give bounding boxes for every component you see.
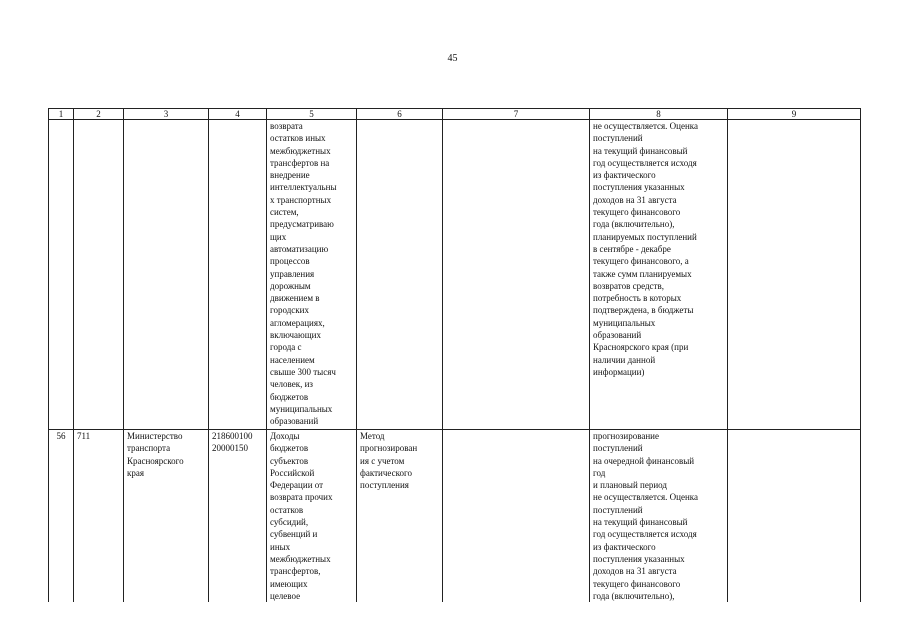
cell-kbk-code: 218600100 20000150 (209, 430, 267, 603)
cell-method: Метод прогнозирован ия с учетом фактического поступления (357, 430, 443, 603)
cell-kbk-code (209, 120, 267, 430)
table-header-row (49, 109, 861, 120)
column-header-3: 3 (124, 109, 209, 120)
column-header-5: 5 (267, 109, 357, 120)
cell-notes (728, 430, 861, 603)
income-forecast-table (48, 108, 861, 602)
column-header-7: 7 (443, 109, 590, 120)
column-header-1: 1 (49, 109, 74, 120)
table-row (49, 430, 861, 603)
cell-row-number: 56 (49, 430, 74, 603)
cell-admin-code (74, 120, 124, 430)
cell-administrator-name (124, 120, 209, 430)
column-header-8: 8 (590, 109, 728, 120)
cell-income-name: Доходы бюджетов субъектов Российской Федерации от возврата прочих остатков субсидий, субвенций и иных межбюджетных трансфертов, имеющих целевое (267, 430, 357, 603)
column-header-4: 4 (209, 109, 267, 120)
page-number: 45 (447, 53, 458, 64)
cell-row-number (49, 120, 74, 430)
cell-admin-code: 711 (74, 430, 124, 603)
cell-formula (443, 430, 590, 603)
cell-formula (443, 120, 590, 430)
column-header-9: 9 (728, 109, 861, 120)
cell-method (357, 120, 443, 430)
cell-notes (728, 120, 861, 430)
cell-administrator-name: Министерство транспорта Красноярского края (124, 430, 209, 603)
cell-algorithm: прогнозирование поступлений на очередной финансовый год и плановый период не осуществляется. Оценка поступлений на текущий финансовый год осуществляется исходя из фактического поступления указанных доходов на 31 августа текущего финансового года (включительно), (590, 430, 728, 603)
cell-algorithm: не осуществляется. Оценка поступлений на текущий финансовый год осуществляется исходя из фактического поступления указанных доходов на 31 августа текущего финансового года (включительно), планируемых поступлений в сентябре - декабре текущего финансового, а также сумм планируемых возвратов средств, потребность в которых подтверждена, в бюджеты муниципальных образований Красноярского края (при наличии данной информации) (590, 120, 728, 430)
column-header-2: 2 (74, 109, 124, 120)
cell-income-name: возврата остатков иных межбюджетных трансфертов на внедрение интеллектуальны х транспортных систем, предусматриваю щих автоматизацию процессов управления дорожным движением в городских агломерациях, включающих города с населением свыше 300 тысяч человек, из бюджетов муниципальных образований (267, 120, 357, 430)
table-row (49, 120, 861, 430)
column-header-6: 6 (357, 109, 443, 120)
